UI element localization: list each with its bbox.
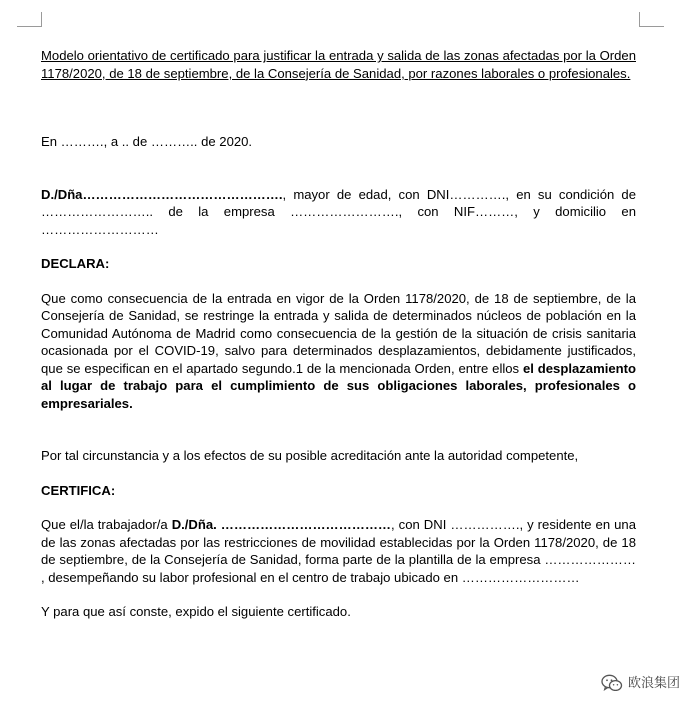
declara-heading: DECLARA: bbox=[41, 256, 110, 271]
page-corner-mark-top-right bbox=[639, 12, 664, 27]
certifica-intro: Que el/la trabajador/a bbox=[41, 517, 172, 532]
circunstancia-paragraph: Por tal circunstancia y a los efectos de su posible acreditación ante la autoridad competente, bbox=[41, 448, 579, 463]
declara-paragraph bbox=[41, 290, 636, 413]
certifica-paragraph bbox=[41, 516, 636, 586]
declarant-details: , mayor de edad, con DNI…………., en su condición de …………………….. de la empresa ……………………., con NIF………, y domicilio en ……………………… bbox=[41, 186, 636, 237]
declara-text: Que como consecuencia de la entrada en vigor de la Orden 1178/2020, de 18 de septiembre, de la Consejería de Sanidad, se restringe la entrada y salida de determinados núcleos de población en la Comunidad Autónoma de Madrid como consecuencia de la gestión de la situación de crisis sanitaria ocasionada por el COVID-19, salvo para determinados desplazamientos, debidamente justificados, que se especifican en el apartado segundo.1 de la mencionada Orden, entre ellos bbox=[41, 290, 636, 376]
certifica-details: , con DNI ……………., y residente en una de las zonas afectadas por las restricciones de movilidad establecidas por la Orden 1178/2020, de 18 de septiembre, de la Consejería de Sanidad, forma parte de la plantilla de la empresa ………………… , desempeñando su labor profesional en el centro de trabajo ubicado en ……………………… bbox=[41, 517, 636, 585]
certifica-heading: CERTIFICA: bbox=[41, 482, 116, 498]
document-page bbox=[41, 47, 636, 621]
watermark bbox=[601, 674, 680, 692]
page-corner-mark-top-left bbox=[17, 12, 42, 27]
document-title: Modelo orientativo de certificado para justificar la entrada y salida de las zonas afectadas por la Orden 1178/2020, de 18 de septiembre, de la Consejería de Sanidad, por razones laborales o profesionales. bbox=[41, 48, 636, 81]
closing-line: Y para que así conste, expido el siguiente certificado. bbox=[41, 604, 351, 619]
declarant-paragraph bbox=[41, 186, 636, 239]
declarant-name-blank: D./Dña………………………………………. bbox=[41, 186, 283, 202]
watermark-text: 欧浪集团 bbox=[627, 675, 680, 691]
declara-bold-text: el desplazamiento al lugar de trabajo para el cumplimiento de sus obligaciones laborales, profesionales o empresariales. bbox=[41, 360, 636, 411]
wechat-icon bbox=[601, 674, 623, 692]
date-line: En ………., a .. de ……….. de 2020. bbox=[41, 134, 253, 149]
worker-name-blank: D./Dña. ………………………………… bbox=[171, 517, 392, 532]
